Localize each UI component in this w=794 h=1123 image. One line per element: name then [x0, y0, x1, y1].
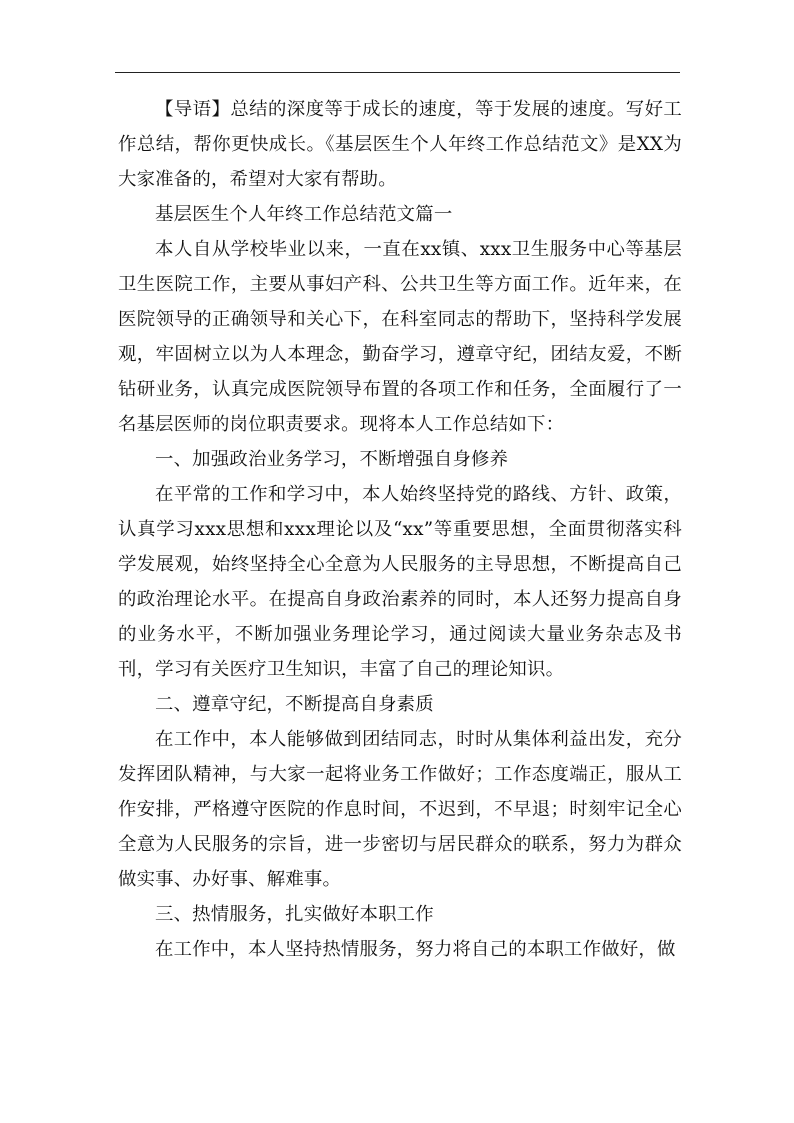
heading-3: 三、热情服务，扎实做好本职工作 [155, 904, 434, 925]
section-title: 基层医生个人年终工作总结范文篇一 [155, 204, 453, 225]
document-body [118, 92, 682, 967]
body-paragraph: 在平常的工作和学习中，本人始终坚持党的路线、方针、政策，认真学习xxx思想和xxx理论以及“xx”等重要思想，全面贯彻落实科学发展观，始终坚持全心全意为人民服务的主导思想，不断提高自己的政治理论水平。在提高自身政治素养的同时，本人还努力提高自身的业务水平，不断加强业务理论学习，通过阅读大量业务杂志及书刊，学习有关医疗卫生知识，丰富了自己的理论知识。 [118, 484, 682, 680]
body-paragraph: 本人自从学校毕业以来，一直在xx镇、xxx卫生服务中心等基层卫生医院工作，主要从事妇产科、公共卫生等方面工作。近年来，在医院领导的正确领导和关心下，在科室同志的帮助下，坚持科学发展观，牢固树立以为人本理念，勤奋学习，遵章守纪，团结友爱，不断钻研业务，认真完成医院领导布置的各项工作和任务，全面履行了一名基层医师的岗位职责要求。现将本人工作总结如下： [118, 239, 682, 435]
heading-1: 一、加强政治业务学习，不断增强自身修养 [155, 449, 509, 470]
header-rule [115, 72, 680, 73]
body-paragraph: 在工作中，本人坚持热情服务，努力将自己的本职工作做好，做 [155, 939, 676, 960]
intro-paragraph: 【导语】总结的深度等于成长的速度，等于发展的速度。写好工作总结，帮你更快成长。《基层医生个人年终工作总结范文》是XX为大家准备的，希望对大家有帮助。 [118, 99, 682, 190]
body-paragraph: 在工作中，本人能够做到团结同志，时时从集体利益出发，充分发挥团队精神，与大家一起将业务工作做好；工作态度端正，服从工作安排，严格遵守医院的作息时间，不迟到，不早退；时刻牢记全心全意为人民服务的宗旨，进一步密切与居民群众的联系，努力为群众做实事、办好事、解难事。 [118, 729, 682, 890]
heading-2: 二、遵章守纪，不断提高自身素质 [155, 694, 434, 715]
